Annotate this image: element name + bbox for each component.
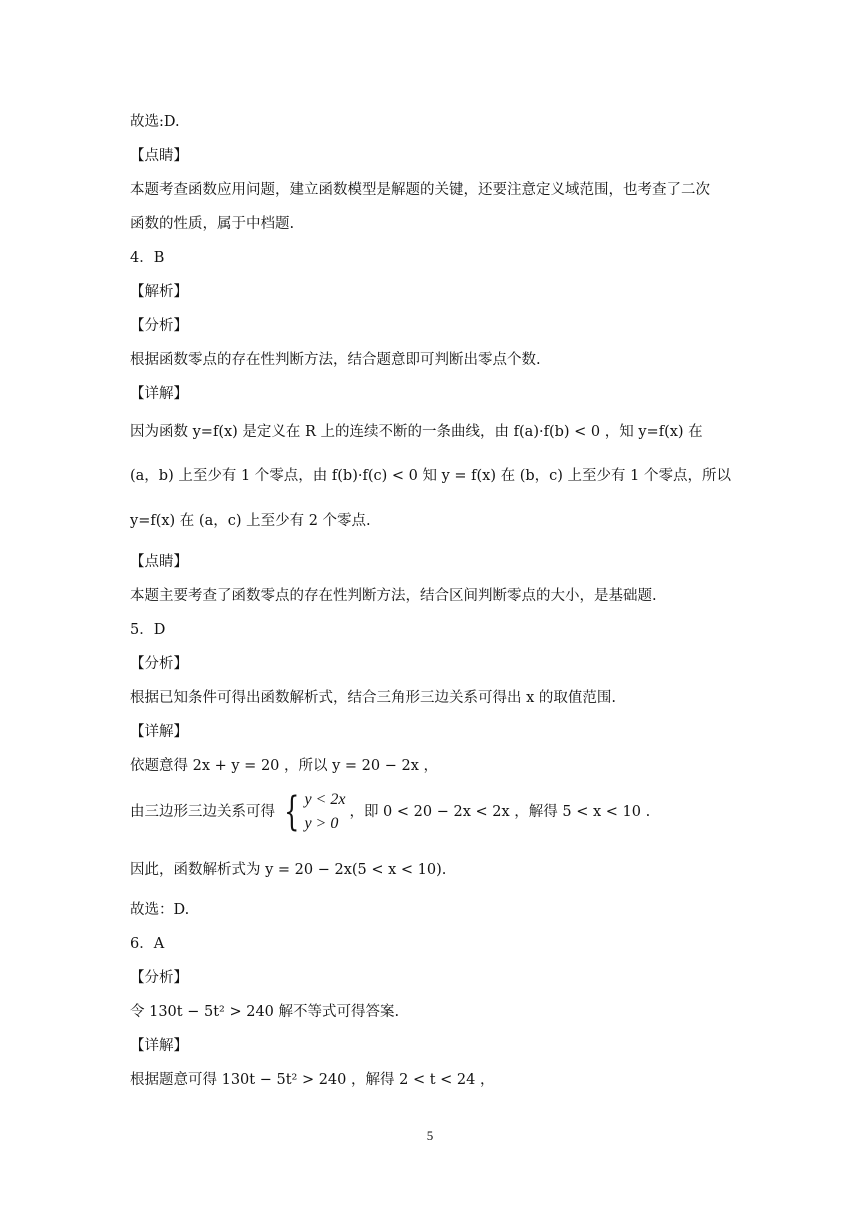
math-line: y=f(x) 在 (a，c) 上至少有 2 个零点. <box>130 513 371 529</box>
section-heading: 【分析】 <box>130 656 188 672</box>
section-heading: 【详解】 <box>130 386 188 402</box>
section-heading: 【分析】 <box>130 318 188 334</box>
text-line: 本题考查函数应用问题，建立函数模型是解题的关键，还要注意定义域范围，也考查了二次 <box>130 182 710 198</box>
page-number: 5 <box>426 1128 434 1143</box>
brace-icon: { <box>284 789 300 835</box>
system-row-1: y < 2x <box>304 791 346 808</box>
answer-label: 4．B <box>130 250 165 266</box>
math-line: 因为函数 y=f(x) 是定义在 R 上的连续不断的一条曲线，由 f(a)·f(b) < 0 ，知 y=f(x) 在 <box>130 424 703 440</box>
text-line: 根据函数零点的存在性判断方法，结合题意即可判断出零点个数. <box>130 352 541 368</box>
text-line: 故选:D. <box>130 114 180 130</box>
system-prefix: 由三边形三边关系可得 <box>130 804 275 820</box>
math-line: 依题意得 2x + y = 20 ，所以 y = 20 − 2x ， <box>130 758 438 774</box>
section-heading: 【点睛】 <box>130 148 188 164</box>
system-suffix: ，即 0 < 20 − 2x < 2x ，解得 5 < x < 10 . <box>349 804 651 820</box>
section-heading: 【点睛】 <box>130 554 188 570</box>
answer-label: 5．D <box>130 622 166 638</box>
section-heading: 【解析】 <box>130 284 188 300</box>
section-heading: 【详解】 <box>130 724 188 740</box>
system-row-2: y > 0 <box>304 815 339 832</box>
section-heading: 【详解】 <box>130 1038 188 1054</box>
text-line: 本题主要考查了函数零点的存在性判断方法，结合区间判断零点的大小，是基础题. <box>130 588 657 604</box>
math-line: (a，b) 上至少有 1 个零点，由 f(b)·f(c) < 0 知 y = f(x) 在 (b，c) 上至少有 1 个零点，所以 <box>130 468 731 484</box>
text-line: 根据已知条件可得出函数解析式，结合三角形三边关系可得出 x 的取值范围. <box>130 690 617 706</box>
text-line: 故选：D. <box>130 902 190 918</box>
inequality-system <box>279 788 345 836</box>
section-heading: 【分析】 <box>130 970 188 986</box>
system-line <box>130 788 650 836</box>
math-line: 因此，函数解析式为 y = 20 − 2x(5 < x < 10). <box>130 862 447 878</box>
math-line: 令 130t − 5t² > 240 解不等式可得答案. <box>130 1004 400 1020</box>
text-line: 函数的性质，属于中档题. <box>130 216 295 232</box>
math-line: 根据题意可得 130t − 5t² > 240 ，解得 2 < t < 24 ， <box>130 1072 495 1088</box>
answer-label: 6．A <box>130 936 165 952</box>
